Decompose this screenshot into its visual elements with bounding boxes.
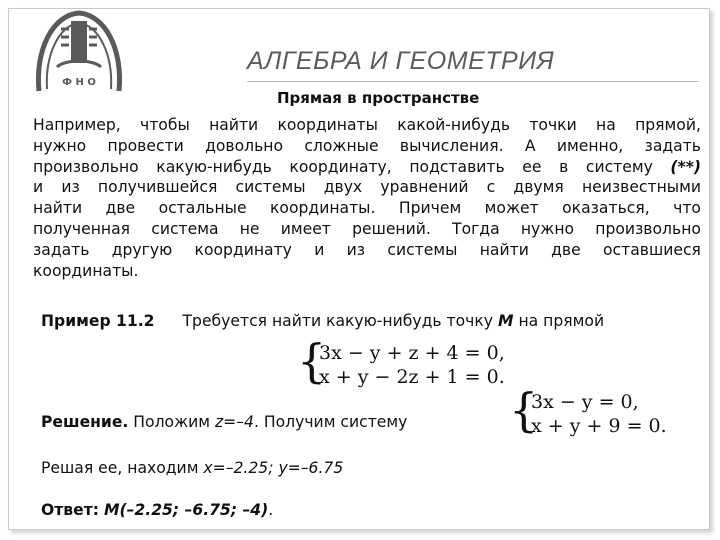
body-word: точки [529, 116, 577, 134]
system2-equation-2: x + y + 9 = 0. [531, 415, 667, 437]
answer-line [41, 501, 273, 519]
body-word: двумя [513, 178, 564, 197]
body-word: не [239, 219, 260, 238]
body-word: координаты. [33, 261, 139, 280]
body-word: остальные [158, 199, 247, 218]
solution-text-after: . Получим систему [253, 413, 408, 431]
body-word: система [151, 219, 219, 238]
body-word: координаты. [270, 199, 376, 218]
example-text-after: на прямой [513, 312, 605, 330]
solution-line [41, 413, 407, 431]
body-word: чтобы [140, 116, 190, 134]
body-word: может [484, 199, 539, 218]
body-word: какую-нибудь [156, 157, 272, 176]
body-word: найти [209, 116, 259, 134]
system2-equation-1: 3x − y = 0, [531, 391, 639, 413]
body-word: двух [323, 178, 363, 197]
body-word: задать [33, 240, 90, 259]
solution-label: Решение. [41, 413, 129, 431]
solution-value: z=–4 [214, 413, 254, 431]
system-brace: { [297, 334, 327, 388]
body-word: провести [107, 136, 184, 155]
system1-equation-1: 3x − y + z + 4 = 0, [319, 342, 505, 364]
body-word: именно, [556, 136, 624, 155]
body-word: вычисления. [399, 136, 504, 155]
body-line [33, 240, 701, 261]
result-text: Решая ее, находим [41, 459, 204, 477]
body-word: из [61, 178, 80, 197]
emblem-letters: Ф Н О [62, 77, 96, 88]
body-word: системы [235, 178, 306, 197]
body-word: другую [111, 240, 173, 259]
title-divider [247, 81, 699, 82]
body-word: произвольно [33, 157, 139, 176]
system1-equation-2: x + y − 2z + 1 = 0. [319, 366, 505, 388]
body-word: на [596, 116, 616, 134]
answer-end: . [268, 501, 274, 519]
body-word: нужно [520, 219, 575, 238]
body-line [33, 198, 701, 219]
body-word: системы [387, 240, 458, 259]
body-word: и [314, 240, 325, 259]
example-text-before: Требуется найти какую-нибудь точку [182, 312, 498, 330]
body-word: систему [585, 157, 653, 176]
slide [8, 8, 710, 530]
body-word: из [346, 240, 366, 259]
body-word: Тогда [452, 219, 500, 238]
body-word: с [486, 178, 496, 197]
system-brace: { [509, 383, 539, 437]
body-line [33, 157, 701, 178]
body-word: в [559, 157, 569, 176]
body-word: и [33, 178, 44, 197]
body-word: (**) [670, 157, 701, 176]
body-word: прямой, [635, 116, 701, 134]
body-word: имеет [280, 219, 331, 238]
body-word: координаты [277, 116, 378, 134]
solution-text-before: Положим [128, 413, 215, 431]
body-word: оказаться, [562, 199, 650, 218]
body-word: ее [522, 157, 542, 176]
example-line [41, 312, 604, 330]
equation-system-2 [509, 383, 699, 441]
body-word: найти [479, 240, 529, 259]
body-paragraph [33, 115, 701, 281]
section-subtitle: Прямая в пространстве [277, 89, 480, 107]
body-word: задать [644, 136, 701, 155]
example-point: M [497, 312, 514, 330]
body-word: нужно [33, 136, 87, 155]
body-line [33, 177, 701, 198]
result-value: x=–2.25; y=–6.75 [203, 459, 344, 477]
example-label: Пример 11.2 [41, 312, 155, 330]
body-word: Например, [33, 116, 121, 134]
body-line [33, 115, 701, 136]
body-word: А [524, 136, 536, 155]
body-word: две [551, 240, 581, 259]
university-emblem-icon [31, 9, 127, 95]
body-word: какой-нибудь [397, 116, 511, 134]
page-title: АЛГЕБРА И ГЕОМЕТРИЯ [247, 47, 555, 75]
answer-label: Ответ: [41, 501, 100, 519]
body-word: подставить [409, 157, 505, 176]
body-word: координату [194, 240, 292, 259]
result-line [41, 459, 343, 477]
body-word: две [105, 199, 136, 218]
body-word: уравнений [380, 178, 469, 197]
body-word: неизвестными [581, 178, 701, 197]
body-word: решений. [352, 219, 431, 238]
body-word: полученная [33, 219, 131, 238]
answer-value: M(–2.25; –6.75; –4) [103, 501, 269, 519]
equation-system-1 [297, 334, 517, 392]
body-word: что [673, 199, 701, 218]
body-line [33, 219, 701, 240]
body-line [33, 261, 701, 282]
body-word: произвольно [595, 219, 701, 238]
body-word: получившейся [97, 178, 218, 197]
body-word: координату, [289, 157, 392, 176]
body-word: довольно [205, 136, 284, 155]
body-word: найти [33, 199, 83, 218]
body-word: сложные [304, 136, 379, 155]
body-word: оставшиеся [603, 240, 701, 259]
body-line [33, 136, 701, 157]
body-word: Причем [398, 199, 462, 218]
